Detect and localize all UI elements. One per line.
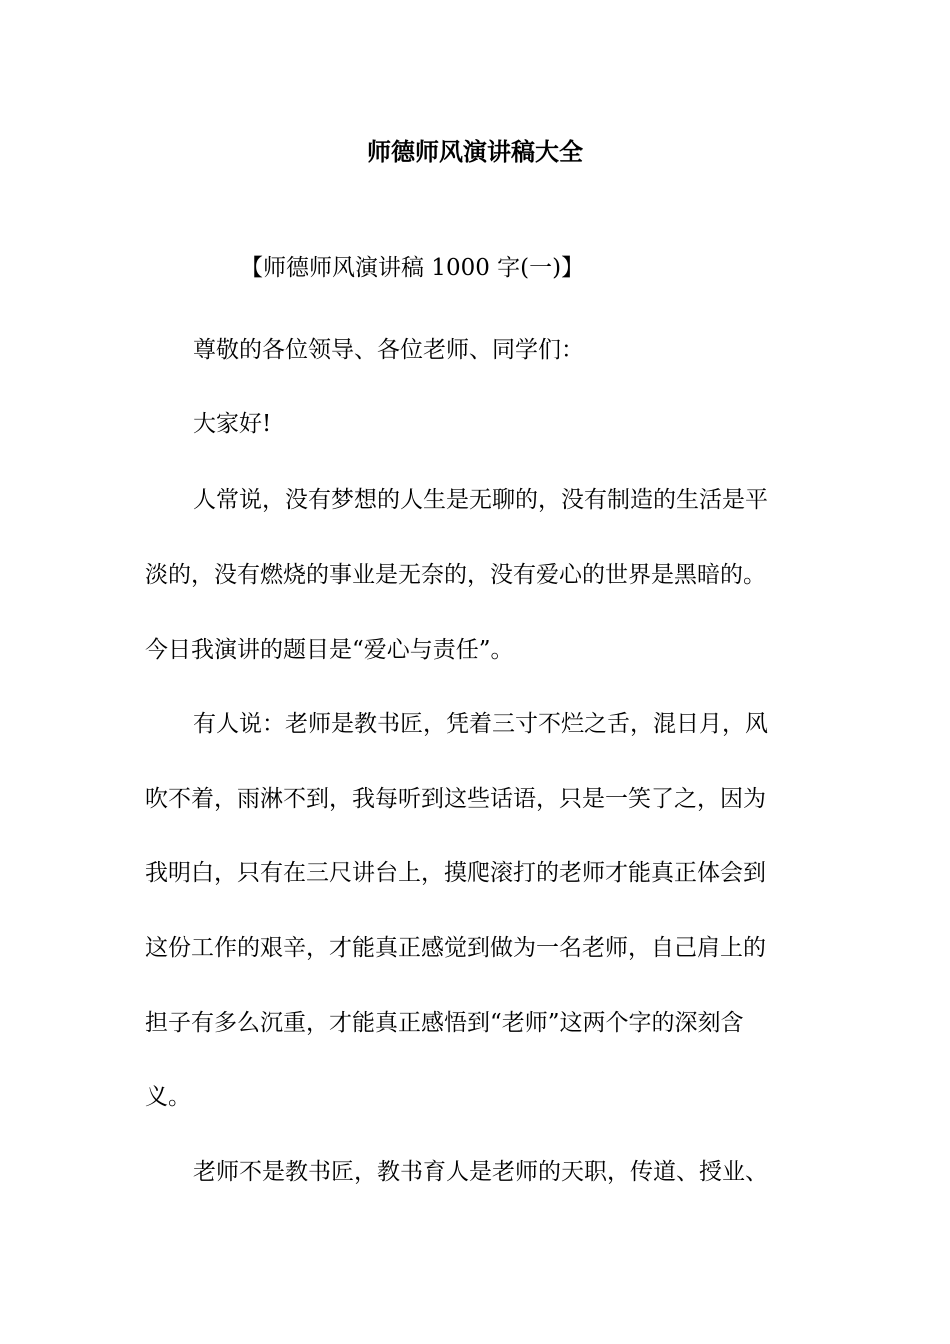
paragraph-line: 人常说，没有梦想的人生是无聊的，没有制造的生活是平 xyxy=(193,487,768,513)
greeting-line: 大家好! xyxy=(193,411,272,437)
document-title: 师德师风演讲稿大全 xyxy=(367,137,583,166)
paragraph-line: 老师不是教书匠，教书育人是老师的天职，传道、授业、 xyxy=(193,1159,768,1185)
paragraph-line: 有人说：老师是教书匠，凭着三寸不烂之舌，混日月，风 xyxy=(193,711,768,737)
paragraph-line: 这份工作的艰辛，才能真正感觉到做为一名老师，自己肩上的 xyxy=(145,935,766,961)
paragraph-line: 今日我演讲的题目是“爱心与责任”。 xyxy=(145,637,514,663)
salutation-line: 尊敬的各位领导、各位老师、同学们： xyxy=(193,337,584,363)
paragraph-line: 淡的，没有燃烧的事业是无奈的，没有爱心的世界是黑暗的。 xyxy=(145,562,766,588)
paragraph-line: 担子有多么沉重，才能真正感悟到“老师”这两个字的深刻含 xyxy=(145,1010,744,1036)
section-heading: 【师德师风演讲稿 1000 字(一)】 xyxy=(240,255,585,281)
paragraph-line: 义。 xyxy=(145,1084,191,1110)
paragraph-line: 吹不着，雨淋不到，我每听到这些话语，只是一笑了之，因为 xyxy=(145,786,766,812)
paragraph-line: 我明白，只有在三尺讲台上，摸爬滚打的老师才能真正体会到 xyxy=(145,860,766,886)
